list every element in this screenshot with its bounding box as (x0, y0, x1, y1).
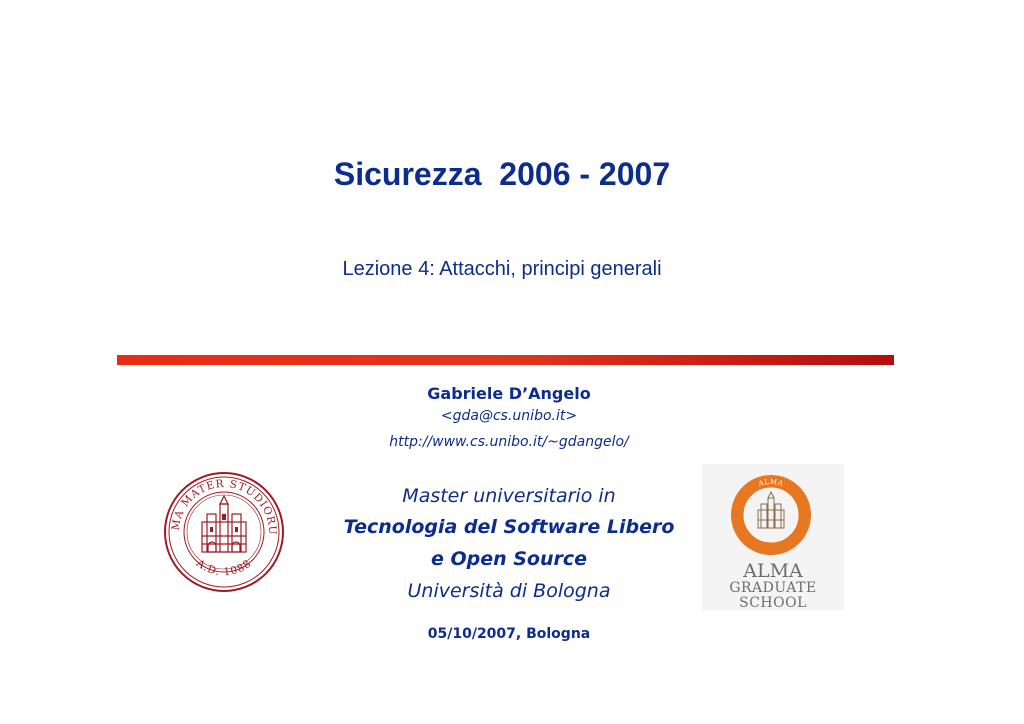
program-name-line-2: e Open Source (430, 548, 588, 570)
alma-logo-text-3: SCHOOL (739, 595, 807, 611)
seal-text-top: MA MATER STUDIORU (169, 477, 279, 536)
author-email[interactable]: <gda@cs.unibo.it> (440, 408, 578, 424)
author-name: Gabriele D’Angelo (427, 384, 591, 403)
alma-logo-text-1: ALMA (743, 560, 803, 582)
slide-title: Sicurezza 2006 - 2007 (333, 156, 671, 192)
alma-logo-text-2: GRADUATE (729, 580, 817, 596)
program-line-1: Master universitario in (402, 485, 616, 507)
alma-emblem-text-top: ALMA (757, 477, 785, 489)
program-name-line-1: Tecnologia del Software Libero (343, 516, 675, 538)
divider-bar (117, 355, 894, 365)
author-homepage-link[interactable]: http://www.cs.unibo.it/~gdangelo/ (389, 434, 629, 450)
date-place: 05/10/2007, Bologna (427, 626, 591, 642)
university-name: Università di Bologna (407, 580, 611, 602)
alma-graduate-school-logo-icon (702, 464, 844, 610)
slide-subtitle: Lezione 4: Attacchi, principi generali (342, 258, 662, 280)
seal-year: A.D. 1088 (194, 557, 254, 579)
